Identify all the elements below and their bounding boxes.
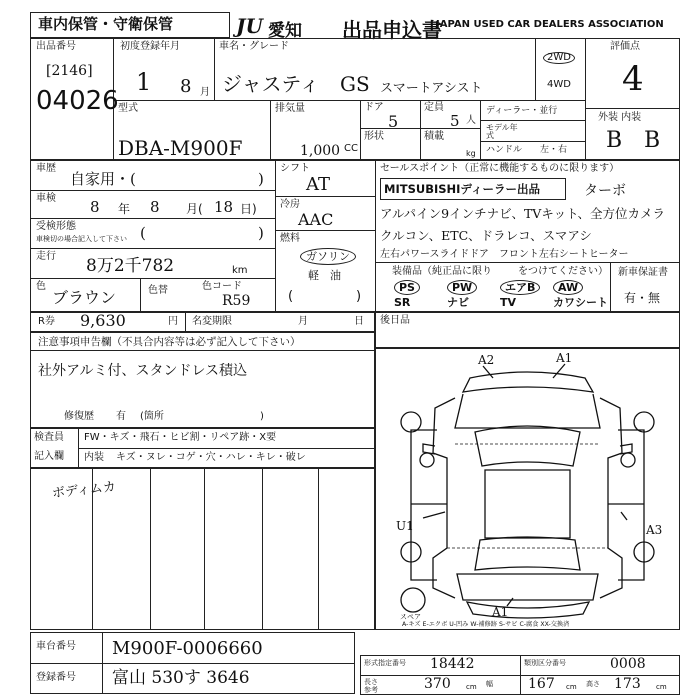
equipment-item: TV xyxy=(500,296,517,309)
height-label: 高さ xyxy=(586,680,600,688)
windshield xyxy=(475,426,580,466)
lot-label: 出品番号 xyxy=(36,41,76,52)
wheel-side-right-f xyxy=(621,453,635,467)
mark-line-a2 xyxy=(483,366,493,378)
color-code-value: R59 xyxy=(222,293,251,309)
category-label: 類別区分番号 xyxy=(524,659,566,667)
mark-line-a3 xyxy=(621,512,627,520)
score-exterior: B xyxy=(606,128,623,153)
storage-label: 車内保管・守衛保管 xyxy=(38,15,174,33)
equipment-item: エアB xyxy=(500,280,540,295)
width-unit: cm xyxy=(566,683,577,691)
history-value: 自家用・( xyxy=(70,170,136,188)
receipt-paren: ( xyxy=(140,224,146,242)
inspection-month-unit: 月( xyxy=(186,202,203,216)
chassis-label: 車台番号 xyxy=(36,641,76,652)
receipt-note: 車検切の場合記入して下さい xyxy=(36,235,127,243)
fuel-other: 軽 油 xyxy=(308,269,341,282)
shape-label: 形状 xyxy=(364,131,384,142)
score-label: 評価点 xyxy=(610,41,640,52)
spare-tire xyxy=(401,588,425,612)
logo-text: 愛知 xyxy=(268,21,302,41)
equipment-item: カワシート xyxy=(553,296,608,309)
cooling-label: 冷房 xyxy=(280,199,300,210)
rear-window xyxy=(475,537,580,570)
capacity-value: 5 xyxy=(450,112,460,130)
inspection-year: 8 xyxy=(90,198,100,216)
vehicle-grade-extra: スマートアシスト xyxy=(380,81,483,96)
type-spec-label: 形式指定番号 xyxy=(364,659,406,667)
plate-value: 富山 530す 3646 xyxy=(112,668,250,688)
wheel-front-left xyxy=(401,412,421,432)
inspector-label-2: 記入欄 xyxy=(34,451,64,462)
equipment-item: PS xyxy=(394,280,420,295)
repair-close: ) xyxy=(260,411,264,422)
attachments-label: 後日品 xyxy=(380,315,410,326)
inspection-label: 車検 xyxy=(36,193,56,204)
length-label: 長さ xyxy=(364,678,378,686)
type-value: DBA-M900F xyxy=(118,136,243,160)
rear-bumper xyxy=(467,602,589,618)
inspector-grid xyxy=(30,468,375,630)
ju-logo: JU xyxy=(236,14,263,38)
score-interior: B xyxy=(644,128,661,153)
recycle-value: 9,630 xyxy=(80,311,126,330)
mileage-value: 8万2千782 xyxy=(86,256,175,276)
capacity-label: 定員 xyxy=(424,102,444,113)
recycle-unit: 円 xyxy=(168,316,178,327)
mileage-label: 走行 xyxy=(36,251,56,262)
roof xyxy=(485,470,570,538)
length-value: 370 xyxy=(424,676,451,692)
score-ext-int-label: 外装 内装 xyxy=(598,112,642,123)
inspection-day: 18 xyxy=(214,198,234,216)
width-label: 幅 xyxy=(486,680,493,688)
left-body xyxy=(433,398,455,598)
recycle-label: R券 xyxy=(38,316,55,327)
turbo-note: ターボ xyxy=(584,183,626,199)
mark-a3: A3 xyxy=(646,523,663,537)
fuel-label: 燃料 xyxy=(280,233,300,244)
registration-month: 8 xyxy=(180,76,192,97)
repair-location: (箇所 xyxy=(140,411,164,422)
displacement-label: 排気量 xyxy=(275,103,305,114)
color-label: 色 xyxy=(36,281,46,292)
equipment-item: ナビ xyxy=(447,296,469,309)
ref-label: 参考 xyxy=(364,686,378,694)
category-value: 0008 xyxy=(610,656,646,672)
inspection-day-unit: 日) xyxy=(240,202,257,216)
length-unit: cm xyxy=(466,683,477,691)
displacement-value: 1,000 xyxy=(300,143,341,159)
front-bumper xyxy=(463,372,593,392)
chassis-value: M900F-0006660 xyxy=(112,638,263,659)
width-value: 167 xyxy=(528,676,555,692)
equipment-item: PW xyxy=(447,280,477,295)
load-label: 積載 xyxy=(424,131,444,142)
type-label: 型式 xyxy=(118,103,138,114)
equipment-item: AW xyxy=(553,280,583,295)
form-title: 出品申込書 xyxy=(342,18,442,42)
receipt-paren-close: ) xyxy=(258,224,264,242)
equipment-label-tail: をつけてください） xyxy=(518,266,608,277)
dealer-parallel: ディーラー・並行 xyxy=(486,106,558,116)
right-body xyxy=(600,398,622,598)
plate-label: 登録番号 xyxy=(36,672,76,683)
selling-line-2: クルコン、ETC、ドラレコ、スマアシ xyxy=(380,228,592,243)
repair-value: 有 xyxy=(116,411,126,422)
mark-u1: U1 xyxy=(396,519,414,533)
fuel-paren-close: ) xyxy=(356,289,362,304)
displacement-unit: CC xyxy=(344,143,358,154)
name-change-day: 日 xyxy=(354,316,364,327)
registration-year: 1 xyxy=(136,68,152,96)
selling-points-label: セールスポイント（正常に機能するものに限ります） xyxy=(380,163,620,174)
attachments-box xyxy=(375,312,680,348)
cooling-value: AAC xyxy=(298,210,334,229)
inspector-label-1: 検査員 xyxy=(34,432,64,443)
hood xyxy=(455,394,600,428)
mileage-unit: km xyxy=(232,265,248,276)
tailgate xyxy=(457,574,598,600)
mark-a2: A2 xyxy=(478,353,495,367)
damage-legend: A-キズ E-エクボ U-凹み W-補修跡 S-サビ C-腐食 XX-交換済 xyxy=(402,621,570,628)
dealer-tag: MITSUBISHIディーラー出品 xyxy=(384,182,540,196)
handle-label: ハンドル xyxy=(486,145,523,155)
vehicle-name-label: 車名・グレード xyxy=(219,41,289,52)
name-change-month: 月 xyxy=(298,316,308,327)
notes-label: 注意事項申告欄（不具合内容等は必ず記入して下さい） xyxy=(38,336,301,348)
equipment-label: 装備品（純正品に限り xyxy=(392,266,492,277)
selling-line-3: 左右パワースライドドア フロント左右シートヒーター xyxy=(380,249,629,260)
warranty-label: 新車保証書 xyxy=(618,267,668,278)
shift-label: シフト xyxy=(280,163,310,174)
handle-options: 左・右 xyxy=(540,145,568,155)
drive-2wd: 2WD xyxy=(543,52,575,64)
inspector-handwritten: ボディムカ xyxy=(51,479,117,502)
fuel-value: ガソリン xyxy=(300,248,356,265)
mark-line-u1 xyxy=(423,512,445,518)
selling-line-1: アルパイン9インチナビ、TVキット、全方位カメラ xyxy=(380,206,665,221)
car-diagram xyxy=(375,348,680,630)
history-value-close: ) xyxy=(258,170,264,188)
inspector-row-2: キズ・ヌレ・コゲ・穴・ハレ・キレ・破レ xyxy=(116,452,306,463)
doors-value: 5 xyxy=(388,112,399,131)
inspection-year-unit: 年 xyxy=(118,202,131,216)
height-unit: cm xyxy=(656,683,667,691)
inspection-month: 8 xyxy=(150,198,160,216)
wheel-front-right xyxy=(634,412,654,432)
lot-sub-number: [2146] xyxy=(46,63,93,79)
association-name: JAPAN USED CAR DEALERS ASSOCIATION xyxy=(436,19,664,30)
drive-4wd: 4WD xyxy=(547,79,571,90)
wheel-side-left-f xyxy=(420,453,434,467)
color-value: ブラウン xyxy=(52,288,117,307)
score-value: 4 xyxy=(622,59,644,99)
notes-content: 社外アルミ付、スタンドレス積込 xyxy=(38,363,248,379)
doors-label: ドア xyxy=(364,102,384,113)
model-year-label: モデル年式 xyxy=(486,123,518,140)
registration-month-unit: 月 xyxy=(200,87,210,98)
vehicle-grade: GS xyxy=(340,72,370,96)
fuel-paren: ( xyxy=(288,289,294,304)
warranty-options: 有・無 xyxy=(624,291,661,305)
mark-line-a1-top xyxy=(553,364,565,378)
spare-label: スペア xyxy=(400,613,421,621)
name-change-label: 名変期限 xyxy=(192,316,232,327)
color-code-label: 色コード xyxy=(202,281,242,292)
capacity-unit: 人 xyxy=(466,115,476,126)
inspector-row-1: FW・キズ・飛石・ヒビ割・リペア跡・X要 xyxy=(84,432,277,443)
type-spec-value: 18442 xyxy=(430,656,475,672)
registration-label: 初度登録年月 xyxy=(120,41,180,52)
load-unit: kg xyxy=(466,149,476,158)
receipt-label: 受検形態 xyxy=(36,221,76,232)
equipment-item: SR xyxy=(394,296,411,309)
height-value: 173 xyxy=(614,676,641,692)
shift-value: AT xyxy=(306,174,331,195)
repair-label: 修復歴 xyxy=(64,411,94,422)
history-label: 車歴 xyxy=(36,163,56,174)
vehicle-name: ジャスティ xyxy=(222,72,320,96)
mark-a1-top: A1 xyxy=(556,351,573,365)
mark-a1-bottom: A1 xyxy=(492,605,509,619)
inspector-row-2-label: 内装 xyxy=(84,452,104,463)
color-change-label: 色替 xyxy=(148,285,168,296)
lot-number: 04026 xyxy=(36,86,119,116)
